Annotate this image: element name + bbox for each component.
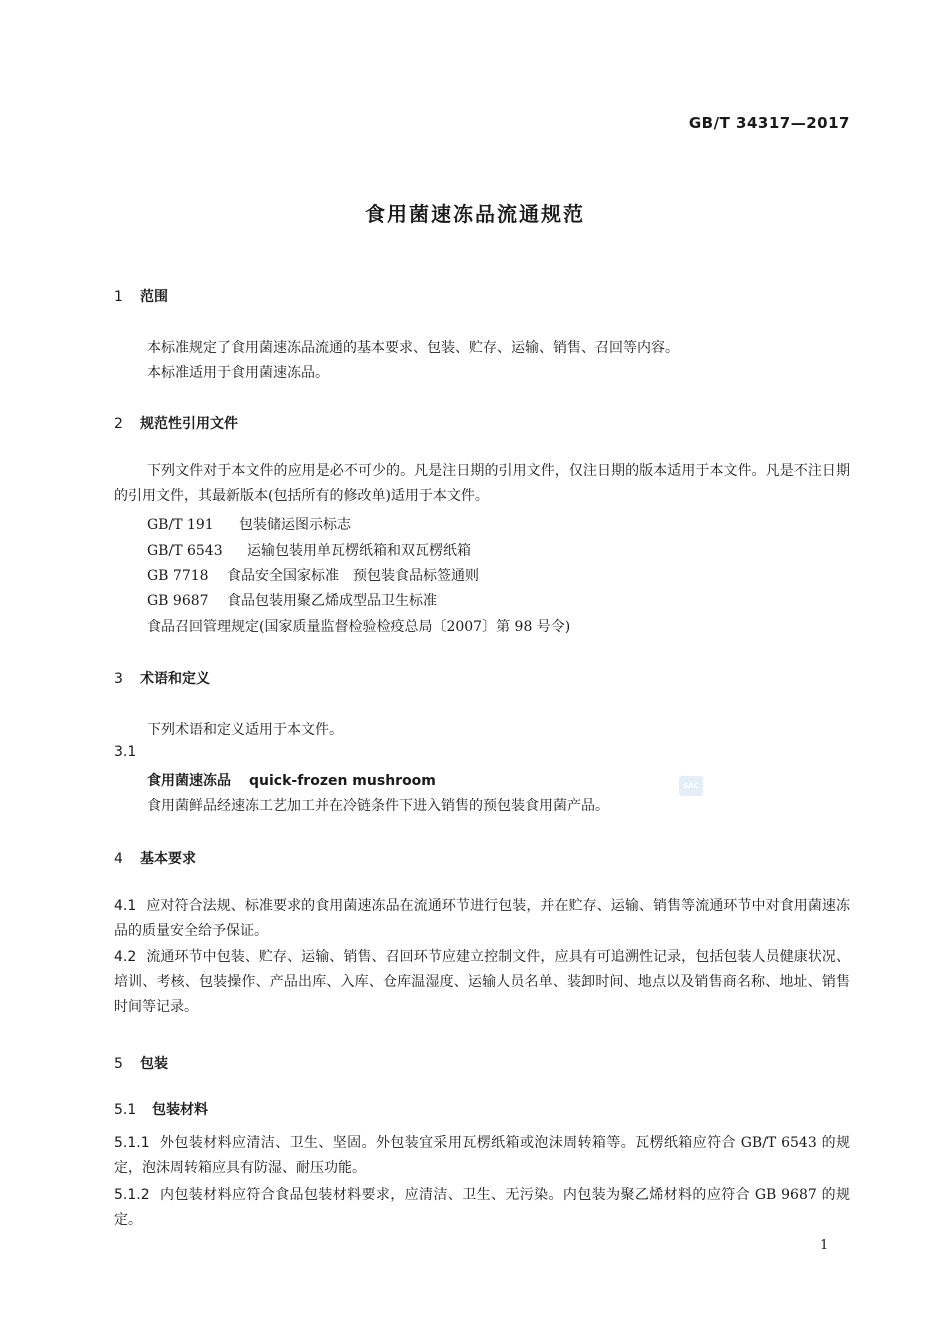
clause-number: 5.1.1 <box>114 1135 150 1151</box>
section-title: 规范性引用文件 <box>140 416 238 432</box>
section-1-heading <box>114 286 168 306</box>
reference-item <box>147 590 437 610</box>
term-number: 3.1 <box>114 744 137 760</box>
clause-text: 外包装材料应清洁、卫生、坚固。外包装宜采用瓦楞纸箱或泡沫周转箱等。瓦楞纸箱应符合 GB/T 6543 的规定，泡沫周转箱应具有防湿、耐压功能。 <box>114 1135 850 1176</box>
section-number: 2 <box>114 416 123 432</box>
clause-text: 应对符合法规、标准要求的食用菌速冻品在流通环节进行包装，并在贮存、运输、销售等流通环节中对食用菌速冻品的质量安全给予保证。 <box>114 898 850 939</box>
reference-item <box>147 540 471 560</box>
term-english: quick-frozen mushroom <box>249 773 436 789</box>
clause-5-1-2 <box>114 1183 850 1233</box>
reference-item-extra: 食品召回管理规定(国家质量监督检验检疫总局〔2007〕第 98 号令) <box>147 619 571 635</box>
subsection-5-1-heading <box>114 1099 208 1119</box>
references-intro: 下列文件对于本文件的应用是必不可少的。凡是注日期的引用文件，仅注日期的版本适用于本文件。凡是不注日期的引用文件，其最新版本(包括所有的修改单)适用于本文件。 <box>114 463 850 504</box>
clause-number: 4.2 <box>114 949 137 965</box>
clause-text: 流通环节中包装、贮存、运输、销售、召回环节应建立控制文件，应具有可追溯性记录，包括包装人员健康状况、培训、考核、包装操作、产品出库、入库、仓库温湿度、运输人员名单、装卸时间、地点以及销售商名称、地址、销售时间等记录。 <box>114 949 850 1015</box>
document-title: 食用菌速冻品流通规范 <box>365 202 585 226</box>
reference-title: 运输包装用单瓦楞纸箱和双瓦楞纸箱 <box>247 543 471 559</box>
subsection-number: 5.1 <box>114 1102 137 1118</box>
term-entry <box>147 770 436 790</box>
reference-item <box>147 565 479 585</box>
clause-4-1 <box>114 894 850 944</box>
reference-title: 食品包装用聚乙烯成型品卫生标准 <box>227 593 437 609</box>
section-title: 范围 <box>140 289 168 305</box>
terms-intro: 下列术语和定义适用于本文件。 <box>147 722 343 738</box>
reference-title: 包装储运图示标志 <box>239 517 351 533</box>
section-title: 包装 <box>140 1056 168 1072</box>
scope-paragraph-1: 本标准规定了食用菌速冻品流通的基本要求、包装、贮存、运输、销售、召回等内容。 <box>147 340 679 356</box>
subsection-title: 包装材料 <box>152 1102 208 1118</box>
reference-code: GB 9687 <box>147 593 209 609</box>
section-number: 4 <box>114 851 123 867</box>
reference-title: 食品安全国家标准 预包装食品标签通则 <box>227 568 479 584</box>
clause-text: 内包装材料应符合食品包装材料要求，应清洁、卫生、无污染。内包装为聚乙烯材料的应符合 GB 9687 的规定。 <box>114 1187 850 1228</box>
scope-paragraph-2: 本标准适用于食用菌速冻品。 <box>147 365 329 381</box>
page-number: 1 <box>820 1238 829 1253</box>
sac-watermark: SAC <box>679 776 703 796</box>
section-5-heading <box>114 1053 168 1073</box>
section-title: 基本要求 <box>140 851 196 867</box>
clause-number: 4.1 <box>114 898 137 914</box>
reference-code: GB/T 6543 <box>147 543 223 559</box>
reference-item <box>147 514 351 534</box>
section-2-heading <box>114 413 238 433</box>
clause-5-1-1 <box>114 1131 850 1181</box>
section-4-heading <box>114 848 196 868</box>
reference-code: GB/T 191 <box>147 517 214 533</box>
clause-number: 5.1.2 <box>114 1187 150 1203</box>
section-3-heading <box>114 668 210 688</box>
section-number: 3 <box>114 671 123 687</box>
term-definition: 食用菌鲜品经速冻工艺加工并在冷链条件下进入销售的预包装食用菌产品。 <box>147 798 609 814</box>
section-number: 5 <box>114 1056 123 1072</box>
reference-code: GB 7718 <box>147 568 209 584</box>
section-number: 1 <box>114 289 123 305</box>
term-chinese: 食用菌速冻品 <box>147 773 231 789</box>
standard-number: GB/T 34317—2017 <box>688 114 850 132</box>
section-title: 术语和定义 <box>140 671 210 687</box>
clause-4-2 <box>114 945 850 1020</box>
